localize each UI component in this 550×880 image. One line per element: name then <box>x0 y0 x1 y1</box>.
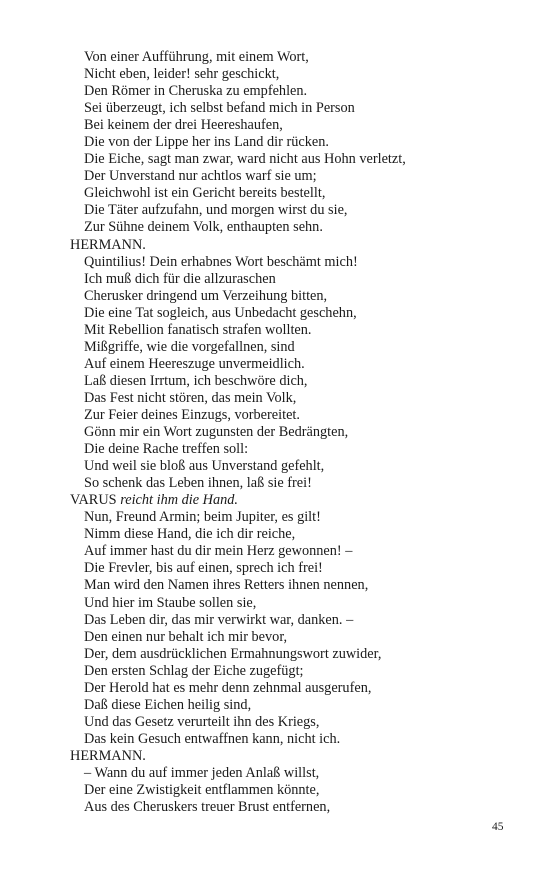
verse-line: Auf einem Heereszuge unvermeidlich. <box>84 355 305 372</box>
verse-line: Die Eiche, sagt man zwar, ward nicht aus Hohn verletzt, <box>84 151 406 168</box>
verse-line: Den einen nur behalt ich mir bevor, <box>84 628 288 645</box>
verse-line: Cherusker dringend um Verzeihung bitten, <box>84 287 328 304</box>
verse-line: Nimm diese Hand, die ich dir reiche, <box>84 526 296 543</box>
verse-line: Die von der Lippe her ins Land dir rücken. <box>84 134 329 151</box>
speaker-name: HERMANN. <box>70 747 146 764</box>
verse-line: Gönn mir ein Wort zugunsten der Bedrängten, <box>84 424 349 441</box>
speaker-name: VARUS <box>70 492 117 509</box>
page-number: 45 <box>492 821 504 833</box>
verse-line: Der, dem ausdrücklichen Ermahnungswort zuwider, <box>84 645 382 662</box>
verse-line: – Wann du auf immer jeden Anlaß willst, <box>84 764 320 781</box>
verse-line: Die Täter aufzufahn, und morgen wirst du sie, <box>84 202 348 219</box>
page-text <box>70 49 540 816</box>
speaker-line <box>70 492 540 509</box>
verse-line: Nicht eben, leider! sehr geschickt, <box>84 66 280 83</box>
verse-line: Die eine Tat sogleich, aus Unbedacht geschehn, <box>84 304 357 321</box>
verse-line: Und das Gesetz verurteilt ihn des Kriegs, <box>84 713 320 730</box>
verse-line: Zur Sühne deinem Volk, enthaupten sehn. <box>84 219 323 236</box>
verse-line: Das Fest nicht stören, das mein Volk, <box>84 389 297 406</box>
verse-line: Den ersten Schlag der Eiche zugefügt; <box>84 662 304 679</box>
verse-line: Aus des Cheruskers treuer Brust entfernen, <box>84 799 331 816</box>
verse-line: Das kein Gesuch entwaffnen kann, nicht ich. <box>84 730 341 747</box>
verse-line: So schenk das Leben ihnen, laß sie frei! <box>84 475 312 492</box>
verse-line: Die Frevler, bis auf einen, sprech ich frei! <box>84 560 323 577</box>
verse-line: Der Unverstand nur achtlos warf sie um; <box>84 168 317 185</box>
verse-line: Auf immer hast du dir mein Herz gewonnen! – <box>84 543 353 560</box>
verse-line: Ich muß dich für die allzuraschen <box>84 270 276 287</box>
verse-line: Zur Feier deines Einzugs, vorbereitet. <box>84 406 300 423</box>
verse-line: Die deine Rache treffen soll: <box>84 441 249 458</box>
verse-line: Das Leben dir, das mir verwirkt war, danken. – <box>84 611 354 628</box>
speaker-name: HERMANN. <box>70 236 146 253</box>
stage-direction: reicht ihm die Hand. <box>116 492 238 509</box>
verse-line: Sei überzeugt, ich selbst befand mich in Person <box>84 100 355 117</box>
verse-line: Bei keinem der drei Heereshaufen, <box>84 117 283 134</box>
verse-line: Man wird den Namen ihres Retters ihnen nennen, <box>84 577 369 594</box>
verse-line: Und hier im Staube sollen sie, <box>84 594 257 611</box>
verse-line: Der eine Zwistigkeit entflammen könnte, <box>84 782 320 799</box>
verse-line: Der Herold hat es mehr denn zehnmal ausgerufen, <box>84 679 372 696</box>
verse-line: Quintilius! Dein erhabnes Wort beschämt mich! <box>84 253 358 270</box>
verse-line: Von einer Aufführung, mit einem Wort, <box>84 49 309 65</box>
verse-line: Mit Rebellion fanatisch strafen wollten. <box>84 321 312 338</box>
verse-line: Und weil sie bloß aus Unverstand gefehlt, <box>84 458 325 475</box>
verse-line: Laß diesen Irrtum, ich beschwöre dich, <box>84 372 308 389</box>
verse-line: Gleichwohl ist ein Gericht bereits bestellt, <box>84 185 326 202</box>
verse-line: Nun, Freund Armin; beim Jupiter, es gilt! <box>84 509 321 526</box>
verse-line: Mißgriffe, wie die vorgefallnen, sind <box>84 338 295 355</box>
verse-line: Den Römer in Cheruska zu empfehlen. <box>84 83 308 100</box>
verse-line: Daß diese Eichen heilig sind, <box>84 696 252 713</box>
